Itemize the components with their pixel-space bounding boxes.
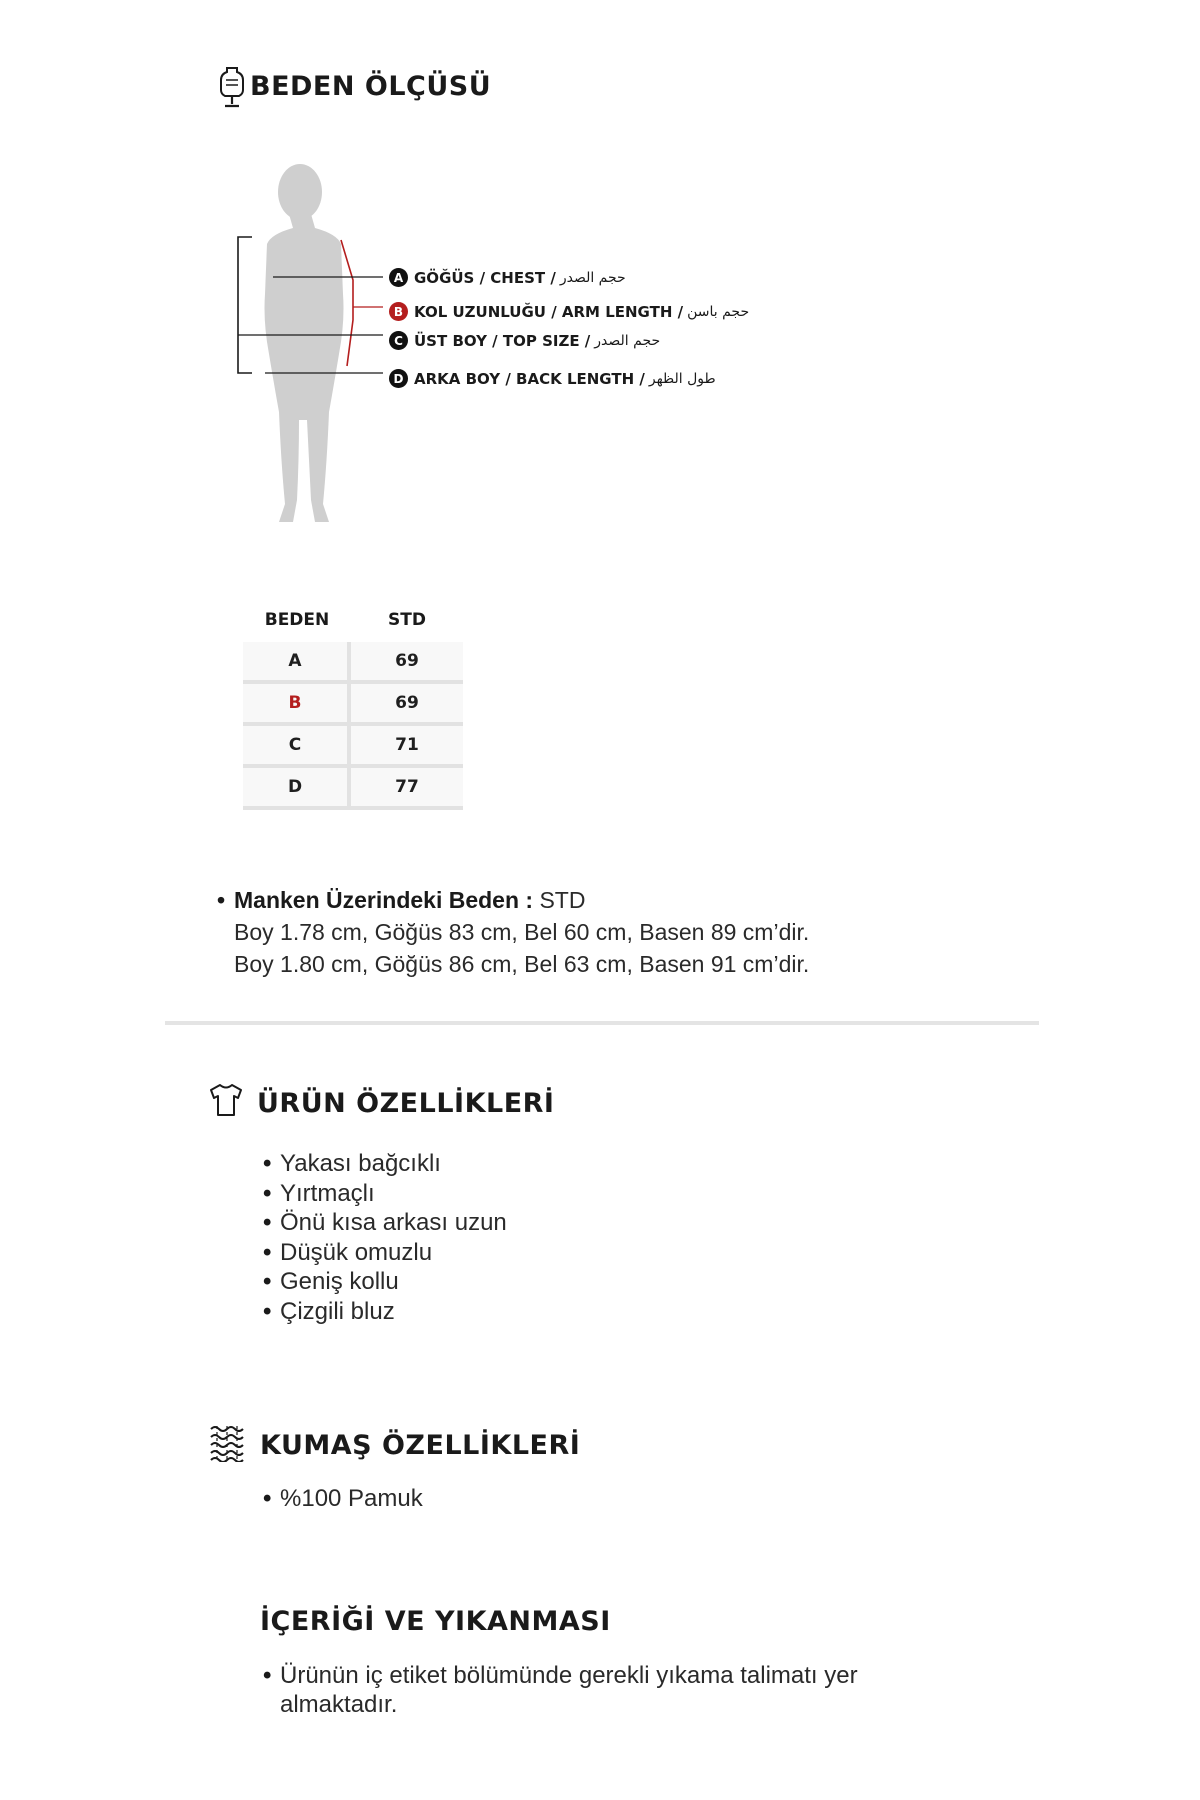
section-divider bbox=[165, 1021, 1039, 1025]
size-table bbox=[243, 598, 463, 810]
model-measurements-2: Boy 1.80 cm, Göğüs 86 cm, Bel 63 cm, Basen 91 cm’dir. bbox=[234, 951, 810, 977]
value-cell: 71 bbox=[351, 726, 463, 768]
callout-arabic: حجم الصدر bbox=[559, 269, 626, 286]
badge-b: B bbox=[389, 302, 408, 321]
callout-label: ÜST BOY / TOP SIZE / bbox=[414, 331, 591, 350]
list-item: • Önü kısa arkası uzun bbox=[263, 1208, 507, 1238]
table-row bbox=[243, 642, 463, 684]
size-cell: B bbox=[243, 684, 351, 726]
callout-chest bbox=[389, 268, 626, 287]
tshirt-icon bbox=[208, 1082, 244, 1118]
list-item: • Yırtmaçlı bbox=[263, 1179, 507, 1209]
value-cell: 69 bbox=[351, 642, 463, 684]
model-label: Manken Üzerindeki Beden : bbox=[234, 887, 534, 913]
model-size-value: STD bbox=[539, 887, 586, 913]
list-item: • %100 Pamuk bbox=[263, 1484, 423, 1514]
callout-top-size bbox=[389, 331, 660, 350]
product-features-list bbox=[263, 1149, 507, 1326]
value-cell: 77 bbox=[351, 768, 463, 810]
value-cell: 69 bbox=[351, 684, 463, 726]
callout-label: ARKA BOY / BACK LENGTH / bbox=[414, 369, 645, 388]
fabric-pattern-icon bbox=[208, 1424, 246, 1462]
callout-arabic: حجم الصدر bbox=[594, 332, 661, 349]
callout-arabic: حجم باسن bbox=[687, 303, 750, 320]
list-item: • Geniş kollu bbox=[263, 1267, 507, 1297]
callout-arabic: طول الظهر bbox=[648, 370, 716, 387]
product-features-title: ÜRÜN ÖZELLİKLERİ bbox=[257, 1088, 555, 1119]
callout-label: GÖĞÜS / CHEST / bbox=[414, 268, 556, 287]
table-header-size: BEDEN bbox=[264, 610, 330, 630]
care-instructions: • Ürünün iç etiket bölümünde gerekli yıkama talimatı yer almaktadır. bbox=[263, 1661, 980, 1719]
badge-d: D bbox=[389, 369, 408, 388]
model-measurements-1: Boy 1.78 cm, Göğüs 83 cm, Bel 60 cm, Basen 89 cm’dir. bbox=[234, 919, 810, 945]
size-cell: D bbox=[243, 768, 351, 810]
badge-c: C bbox=[389, 331, 408, 350]
table-row bbox=[243, 726, 463, 768]
list-item: • Düşük omuzlu bbox=[263, 1238, 507, 1268]
table-header-std: STD bbox=[388, 610, 426, 630]
badge-a: A bbox=[389, 268, 408, 287]
size-cell: A bbox=[243, 642, 351, 684]
size-cell: C bbox=[243, 726, 351, 768]
size-chart-title: BEDEN ÖLÇÜSÜ bbox=[250, 71, 492, 102]
callout-label: KOL UZUNLUĞU / ARM LENGTH / bbox=[414, 302, 684, 321]
fabric-features-title: KUMAŞ ÖZELLİKLERİ bbox=[260, 1430, 581, 1461]
table-row bbox=[243, 768, 463, 810]
list-item: • Yakası bağcıklı bbox=[263, 1149, 507, 1179]
care-title: İÇERİĞİ VE YIKANMASI bbox=[260, 1606, 611, 1637]
callout-back-length bbox=[389, 369, 716, 388]
table-row bbox=[243, 684, 463, 726]
callout-arm-length bbox=[389, 302, 749, 321]
model-info: • Manken Üzerindeki Beden : STD Boy 1.78 cm, Göğüs 83 cm, Bel 60 cm, Basen 89 cm’dir. Boy 1.80 cm, Göğüs 86 cm, Bel 63 cm, Basen 91 cm’dir. bbox=[217, 884, 809, 980]
fabric-features-list bbox=[263, 1484, 423, 1514]
mannequin-icon bbox=[218, 66, 246, 110]
list-item: • Çizgili bluz bbox=[263, 1297, 507, 1327]
